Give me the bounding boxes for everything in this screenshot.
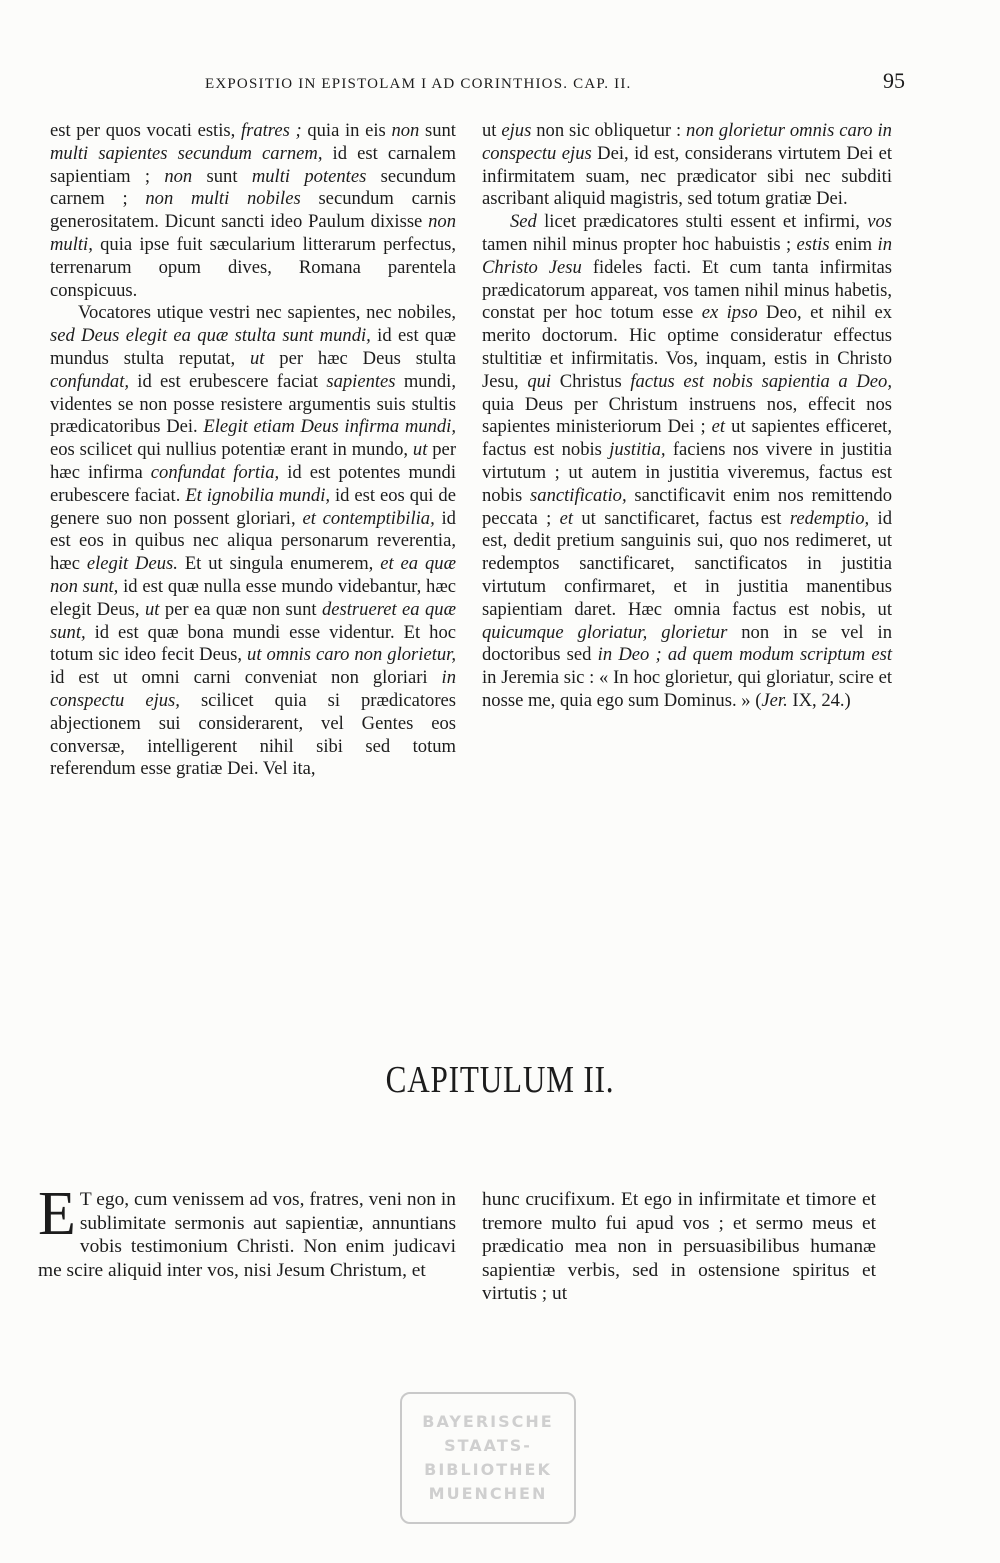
right-column [482,120,892,713]
left-column [50,120,456,781]
paragraph: hunc crucifixum. Et ego in infirmitate et timore et tremore multo fui apud vos ; et sermo meus et prædicatio mea non in persuasibilibus humanæ sapientiæ verbis, sed in ostensione spiritus et virtutis ; ut [482,1189,876,1305]
chapter-text-right [482,1188,876,1306]
stamp-line: BIBLIOTHEK [424,1460,552,1479]
page-number: 95 [883,68,905,93]
paragraph: Sed licet prædicatores stulti essent et infirmi, vos tamen nihil minus propter hoc habuistis ; estis enim in Christo Jesu fideles facti. Et cum tanta infirmitas prædicatorum appareat, vos tamen nihil minus habetis, constat per hoc totum esse ex ipso Deo, et nihil ex merito doctorum. Hic optime consideratur effectus stultitiæ et infirmitatis. Vos, inquam, estis in Christo Jesu, qui Christus factus est nobis sapientia a Deo, quia Deus per Christum instruens nos, effecit nos sapientes ministeriorum Dei ; et ut sapientes efficeret, factus est nobis justitia, faciens nos vivere in justitia virtutum ; ut autem in justitia viveremus, factus est nobis sanctificatio, sanctificavit enim nos remittendo peccata ; et ut sanctificaret, factus est redemptio, id est, dedit pretium sanguinis sui, quo nos redimeret, ut redemptos sanctificaret, sanctificatos in justitia virtutum confirmaret, et in justitia manentibus sapientiam daret. Hæc omnia factus est nobis, ut quicumque gloriatur, glorietur non in se vel in doctoribus sed in Deo ; ad quem modum scriptum est in Jeremia sic : « In hoc glorietur, qui gloriatur, scire et nosse me, quia ego sum Dominus. » (Jer. IX, 24.) [482,211,893,711]
paragraph: ut ejus non sic obliquetur : non glorietur omnis caro in conspectu ejus Dei, id est, considerans virtutem Dei et infirmitatem suam, nec prædicator sibi nec subditi ascribant aliquid magistris, sed totum gratiæ Dei. [482,120,893,210]
paragraph: E T ego, cum venissem ad vos, fratres, veni non in sublimitate sermonis aut sapientiæ, annuntians vobis testimonium Christi. Non enim judicavi me scire aliquid inter vos, nisi Jesum Christum, et [38,1180,456,1281]
stamp-line: BAYERISCHE [422,1412,554,1431]
chapter-text-left [38,1180,456,1282]
paragraph: est per quos vocati estis, fratres ; quia in eis non sunt multi sapientes secundum carnem, id est carnalem sapientiam ; non sunt multi potentes secundum carnem ; non multi nobiles secundum carnis generositatem. Dicunt sancti ideo Paulum dixisse non multi, quia ipse fuit sæcularium litterarum perfectus, terrenarum opum dives, Romana parentela conspicuus. [50,120,457,301]
chapter-heading: CAPITULUM II. [385,1059,615,1101]
drop-cap: E [38,1180,76,1248]
page-header [205,68,905,94]
library-stamp [400,1392,576,1524]
stamp-line: STAATS- [444,1436,532,1455]
running-title: EXPOSITIO IN EPISTOLAM I AD CORINTHIOS. CAP. II. [205,76,632,92]
paragraph: Vocatores utique vestri nec sapientes, nec nobiles, sed Deus elegit ea quæ stulta sunt mundi, id est quæ mundus stulta reputat, ut per hæc Deus stulta confundat, id est erubescere faciat sapientes mundi, videntes se non posse resistere argumentis suis stultis prædicatoribus Dei. Elegit etiam Deus infirma mundi, eos scilicet qui nullius potentiæ erant in mundo, ut per hæc infirma confundat fortia, id est potentes mundi erubescere faciat. Et ignobilia mundi, id est eos qui de genere suo non possent gloriari, et contemptibilia, id est eos in quibus nec aliqua personarum reverentia, hæc elegit Deus. Et ut singula enumerem, et ea quæ non sunt, id est quæ nulla esse mundo videbantur, hæc elegit Deus, ut per ea quæ non sunt destrueret ea quæ sunt, id est quæ bona mundi esse videntur. Et hoc totum sic ideo fecit Deus, ut omnis caro non glorietur, id est ut omni carni conveniat non gloriari in conspectu ejus, scilicet quia si prædicatores abjectionem sui considerarent, vel Gentes eos conversæ, intelligerent nihil sibi sed totum referendum esse gratiæ Dei. Vel ita, [50,302,457,780]
stamp-line: MUENCHEN [428,1484,548,1503]
